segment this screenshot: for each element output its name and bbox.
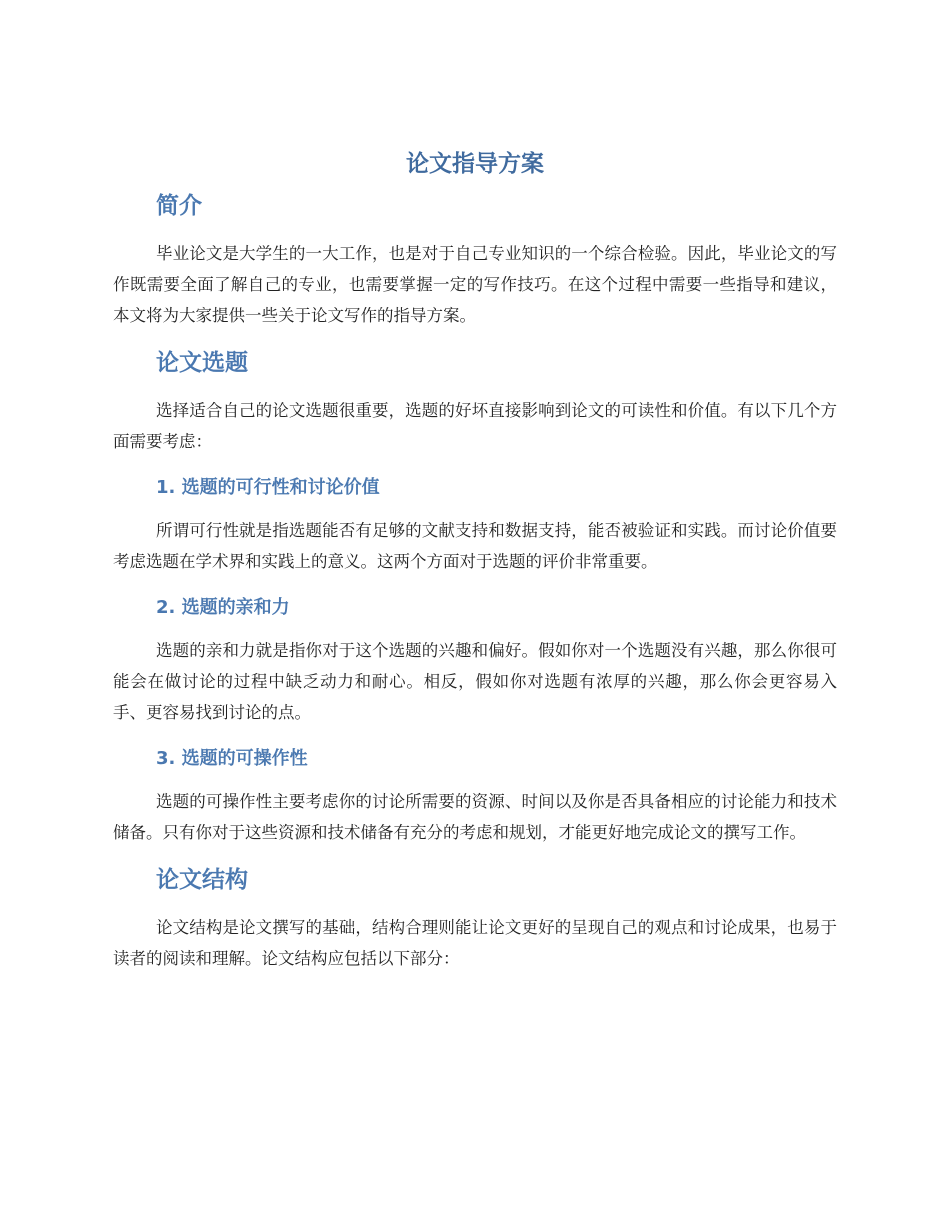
subsection-paragraph-operability: 选题的可操作性主要考虑你的讨论所需要的资源、时间以及你是否具备相应的讨论能力和技术储备。只有你对于这些资源和技术储备有充分的考虑和规划，才能更好地完成论文的撰写工作。 <box>113 792 837 842</box>
section-heading-structure: 论文结构 <box>156 867 248 893</box>
section-heading-intro: 简介 <box>156 193 202 219</box>
subsection-heading-affinity: 2. 选题的亲和力 <box>156 597 290 618</box>
subsection-paragraph-affinity: 选题的亲和力就是指你对于这个选题的兴趣和偏好。假如你对一个选题没有兴趣，那么你很可能会在做讨论的过程中缺乏动力和耐心。相反，假如你对选题有浓厚的兴趣，那么你会更容易入手、更容易找到讨论的点。 <box>113 641 837 722</box>
section-paragraph-intro: 毕业论文是大学生的一大工作，也是对于自己专业知识的一个综合检验。因此，毕业论文的写作既需要全面了解自己的专业，也需要掌握一定的写作技巧。在这个过程中需要一些指导和建议，本文将为大家提供一些关于论文写作的指导方案。 <box>113 244 837 325</box>
section-heading-topic: 论文选题 <box>156 350 248 376</box>
section-paragraph-topic: 选择适合自己的论文选题很重要，选题的好坏直接影响到论文的可读性和价值。有以下几个方面需要考虑： <box>113 401 837 451</box>
document-title: 论文指导方案 <box>406 151 544 177</box>
subsection-heading-operability: 3. 选题的可操作性 <box>156 748 308 769</box>
section-paragraph-structure: 论文结构是论文撰写的基础，结构合理则能让论文更好的呈现自己的观点和讨论成果，也易于读者的阅读和理解。论文结构应包括以下部分： <box>113 918 837 968</box>
subsection-heading-feasibility: 1. 选题的可行性和讨论价值 <box>156 477 380 498</box>
document-content <box>113 142 837 974</box>
subsection-paragraph-feasibility: 所谓可行性就是指选题能否有足够的文献支持和数据支持，能否被验证和实践。而讨论价值要考虑选题在学术界和实践上的意义。这两个方面对于选题的评价非常重要。 <box>113 521 837 571</box>
